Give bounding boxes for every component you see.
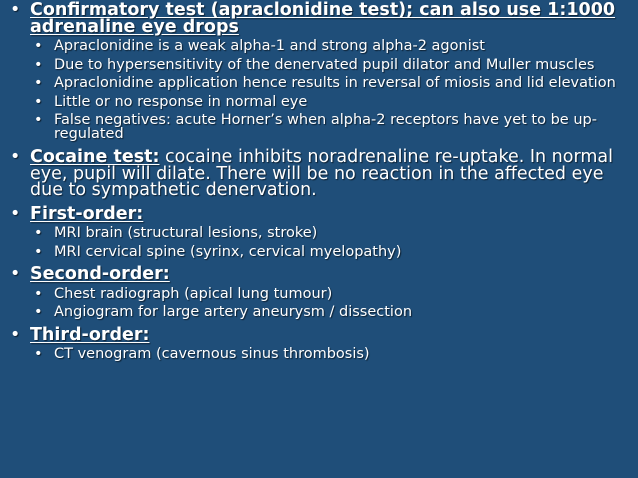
bullet-second-order — [10, 266, 632, 283]
sub-bullet — [10, 227, 632, 241]
sub-bullet-text: Angiogram for large artery aneurysm / dissection — [54, 304, 413, 320]
cocaine-test-text: cocaine inhibits noradrenaline re-uptake. In normal eye, pupil will dilate. There will be no reaction in the affected eye due to sympathetic denervation. — [30, 147, 613, 200]
cocaine-test-heading: Cocaine test: — [30, 147, 160, 167]
bullet-marker: • — [10, 0, 21, 20]
sub-bullet-text: Apraclonidine application hence results in reversal of miosis and lid elevation — [54, 75, 616, 91]
bullet-first-order — [10, 203, 632, 224]
bullet-marker: • — [10, 264, 21, 284]
bullet-marker: • — [34, 346, 43, 362]
sub-bullet — [10, 93, 632, 110]
sub-bullet — [10, 56, 632, 73]
sub-bullet — [10, 77, 632, 91]
sub-bullet — [10, 40, 632, 54]
sub-bullet — [10, 306, 632, 320]
third-order-heading: Third-order: — [30, 324, 150, 345]
bullet-marker: • — [34, 225, 43, 241]
bullet-marker: • — [34, 38, 43, 54]
bullet-marker: • — [10, 147, 21, 167]
sub-bullet — [10, 285, 632, 302]
bullet-marker: • — [34, 304, 43, 320]
bullet-marker: • — [34, 112, 43, 128]
bullet-list — [10, 2, 632, 362]
sub-bullet — [10, 243, 632, 260]
bullet-marker: • — [34, 285, 43, 302]
sub-bullet-text: CT venogram (cavernous sinus thrombosis) — [54, 346, 370, 362]
bullet-marker: • — [34, 243, 43, 260]
sub-bullet-text: Apraclonidine is a weak alpha-1 and strong alpha-2 agonist — [54, 38, 485, 54]
first-order-heading: First-order: — [30, 203, 144, 224]
sub-bullet-text: Little or no response in normal eye — [54, 93, 308, 110]
sub-bullet-text: False negatives: acute Horner’s when alpha-2 receptors have yet to be up-regulated — [54, 112, 597, 142]
bullet-third-order — [10, 324, 632, 345]
bullet-marker: • — [34, 93, 43, 110]
bullet-cocaine-test — [10, 149, 632, 199]
bullet-marker: • — [10, 203, 21, 224]
sub-bullet-text: Due to hypersensitivity of the denervated pupil dilator and Muller muscles — [54, 56, 595, 73]
bullet-marker: • — [34, 56, 43, 73]
bullet-marker: • — [10, 324, 21, 345]
sub-bullet — [10, 114, 632, 141]
sub-bullet-text: MRI cervical spine (syrinx, cervical myelopathy) — [54, 243, 402, 260]
bullet-confirmatory-test — [10, 2, 632, 35]
sub-bullet-text: MRI brain (structural lesions, stroke) — [54, 225, 318, 241]
confirmatory-test-heading: Confirmatory test (apraclonidine test); can also use 1:1000 adrenaline eye drops — [30, 0, 616, 37]
sub-bullet-text: Chest radiograph (apical lung tumour) — [54, 285, 333, 302]
sub-bullet — [10, 348, 632, 362]
bullet-marker: • — [34, 75, 43, 91]
second-order-heading: Second-order: — [30, 264, 170, 284]
